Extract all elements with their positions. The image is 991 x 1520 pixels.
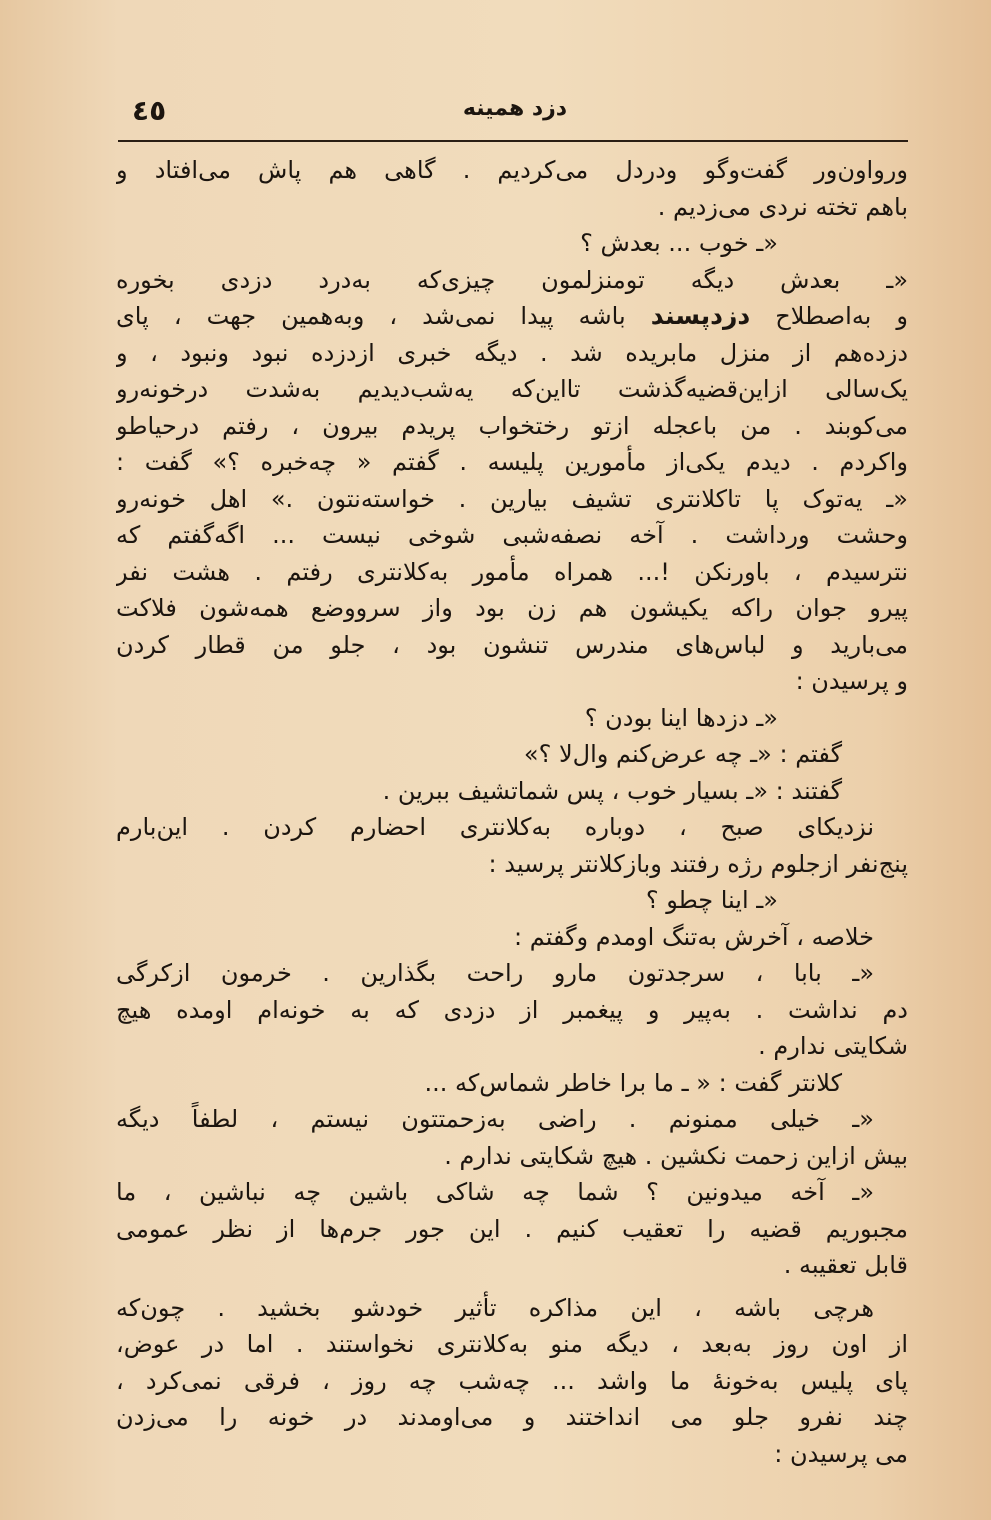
text-line: «ـ یه‌توک پا تاکلانتری تشیف بیارین . خواسته‌نتون .» اهل خونه‌رو [116, 484, 908, 513]
text-line: هرچی باشه ، این مذاکره تأثیر خودشو بخشید . چون‌که [116, 1293, 874, 1322]
page-header [120, 92, 910, 132]
text-line: پنج‌نفر ازجلوم رژه رفتند وبازکلانتر پرسید : [488, 849, 908, 878]
header-rule [118, 140, 908, 142]
text-line: می پرسیدن : [774, 1439, 908, 1468]
text-line: و پرسیدن : [795, 667, 908, 695]
text-line: پیرو جوان راکه یکیشون هم زن بود واز سرووضع همه‌شون فلاکت [116, 594, 908, 622]
text-line: می‌کوبند . من باعجله ازتو رختخواب پریدم بیرون ، رفتم درحیاطو [116, 411, 908, 440]
text-line: خلاصه ، آخرش به‌تنگ اومدم وگفتم : [514, 922, 874, 951]
text-line: باهم تخته نردی می‌زدیم . [657, 192, 908, 221]
text-line: چند نفرو جلو می انداختند و می‌اومدند در خونه را می‌زدن [116, 1403, 908, 1431]
text-line: بیش ازاین زحمت نکشین . هیچ شکایتی ندارم . [444, 1141, 908, 1170]
text-line [116, 298, 908, 335]
text-line: واکردم . دیدم یکی‌از مأمورین پلیسه . گفتم « چه‌خبره ؟» گفت : [116, 448, 908, 476]
text-line: می‌بارید و لباس‌های مندرس تنشون بود ، جلو من قطار کردن [116, 630, 908, 659]
text-line: «ـ بابا ، سرجدتون مارو راحت بگذارین . خرمون ازکرگی [116, 959, 874, 987]
text-line: «ـ اینا چطو ؟ [645, 886, 778, 914]
emphasized-word: دزدپسند [650, 301, 751, 330]
text-line: ورواون‌ور گفت‌وگو ودردل می‌کردیم . گاهی هم پاش می‌افتاد و [116, 156, 908, 184]
running-title: دزد همینه [462, 96, 568, 121]
text-fragment: باشه پیدا نمی‌شد ، وبه‌همین جهت ، پای [116, 302, 626, 330]
text-line: «ـ بعدش دیگه تومنزلمون چیزی‌که به‌درد دزدی بخوره [116, 265, 908, 294]
text-line: از اون روز به‌بعد ، دیگه منو به‌کلانتری نخواستند . اما در عوض، [116, 1330, 908, 1358]
text-line: یک‌سالی ازاین‌قضیه‌گذشت تااین‌که یه‌شب‌دیدیم به‌شدت درخونه‌رو [116, 375, 908, 403]
text-line: «ـ خوب ... بعدش ؟ [580, 229, 778, 257]
text-line: مجبوریم قضیه را تعقیب کنیم . این جور جرم‌ها از نظر عمومی [116, 1214, 908, 1243]
text-fragment: و به‌اصطلاح [775, 302, 908, 330]
text-line: قابل تعقیبه . [783, 1251, 908, 1279]
text-line: پای پلیس به‌خونهٔ ما واشد ... چه‌شب چه روز ، فرقی نمی‌کرد ، [116, 1366, 908, 1395]
text-line: وحشت ورداشت . آخه نصفه‌شبی شوخی نیست ... اگه‌گفتم که [116, 521, 908, 549]
text-line: کلانتر گفت : « ـ ما برا خاطر شماس‌که ... [424, 1068, 842, 1097]
text-line: نترسیدم ، باورنکن !... همراه مأمور به‌کلانتری رفتم . هشت نفر [116, 557, 908, 586]
text-line: دزده‌هم از منزل مابریده شد . دیگه خبری ازدزده نبود ونبود ، و [116, 338, 908, 367]
text-line: دم نداشت . به‌پیر و پیغمبر از دزدی که به خونه‌ام اومده هیچ [116, 995, 908, 1024]
text-line: نزدیکای صبح ، دوباره به‌کلانتری احضارم کردن . این‌بارم [116, 813, 874, 841]
text-line: گفتند : «ـ بسیار خوب ، پس شماتشیف ببرین . [382, 776, 842, 805]
body-text [116, 152, 908, 1472]
page-number: ٤٥ [132, 94, 167, 127]
text-line: شکایتی ندارم . [758, 1032, 908, 1060]
text-line: گفتم : «ـ چه عرض‌کنم وال‌لا ؟» [523, 740, 842, 768]
text-line: «ـ دزدها اینا بودن ؟ [584, 703, 778, 732]
text-line: «ـ آخه میدونین ؟ شما چه شاکی باشین چه نباشین ، ما [116, 1178, 874, 1206]
text-line: «ـ خیلی ممنونم . راضی به‌زحمتتون نیستم ، لطفاً دیگه [116, 1105, 874, 1133]
